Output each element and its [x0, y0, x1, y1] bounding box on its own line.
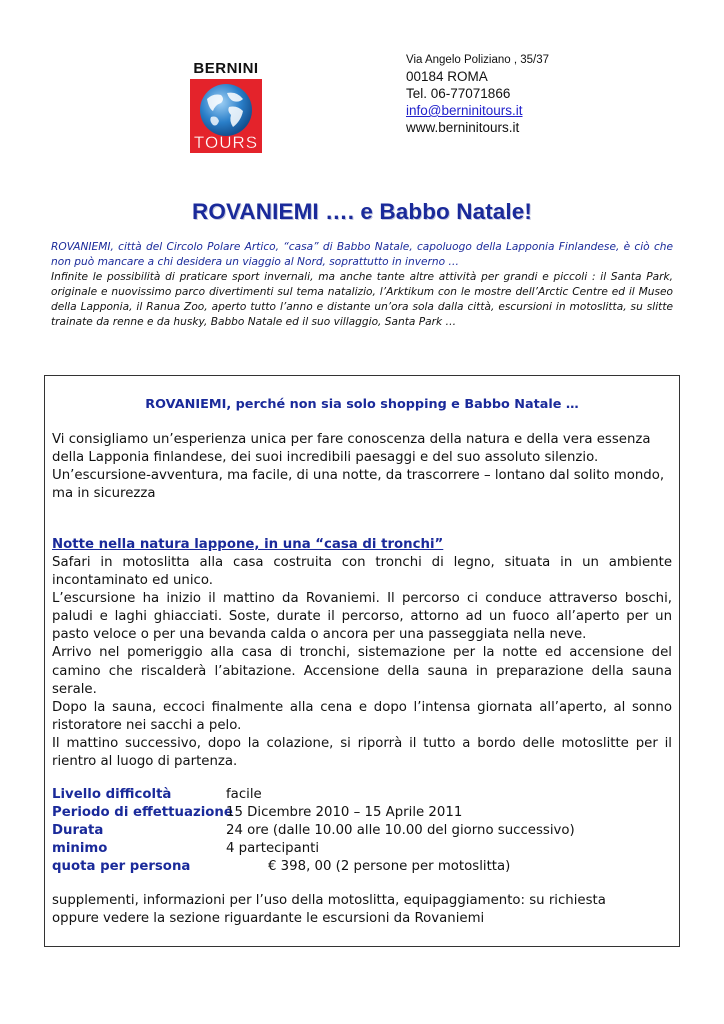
detail-value: 4 partecipanti: [226, 841, 320, 857]
contact-website: www.berninitours.it: [406, 120, 520, 135]
paragraph: Il mattino successivo, dopo la colazione, si riporrà il tutto a bordo delle motoslitte per il rientro al luogo di partenza.: [52, 735, 672, 770]
details-list: [52, 786, 672, 876]
detail-value: 24 ore (dalle 10.00 alle 10.00 del giorno successivo): [226, 823, 575, 839]
detail-value: 15 Dicembre 2010 – 15 Aprile 2011: [226, 805, 463, 821]
detail-label: Livello difficoltà: [52, 787, 172, 802]
paragraph: oppure vedere la sezione riguardante le escursioni da Rovaniemi: [52, 911, 485, 927]
intro-text: [51, 240, 673, 330]
detail-row: [52, 804, 672, 822]
section-title: Notte nella natura lappone, in una “casa di tronchi”: [52, 537, 444, 552]
contact-address: Via Angelo Poliziano , 35/37: [406, 54, 550, 66]
logo-subtitle-text: TOURS: [193, 133, 259, 152]
detail-value: facile: [226, 787, 262, 802]
paragraph: Dopo la sauna, eccoci finalmente alla cena e dopo l’intensa giornata all’aperto, al sonno ristoratore nei sacchi a pelo.: [52, 699, 672, 733]
paragraph: supplementi, informazioni per l’uso della motoslitta, equipaggiamento: su richiesta: [52, 893, 606, 908]
logo-brand-text: BERNINI: [193, 60, 259, 77]
paragraph: Arrivo nel pomeriggio alla casa di tronchi, sistemazione per la notte ed accensione del camino che riscalderà l’abitazione. Accensione della sauna in preparazione della sauna serale.: [52, 645, 672, 697]
contact-city: 00184 ROMA: [406, 69, 488, 84]
detail-label: minimo: [52, 841, 108, 857]
detail-label: Periodo di effettuazione: [52, 805, 233, 821]
paragraph: L’escursione ha inizio il mattino da Rovaniemi. Il percorso ci conduce attraverso boschi, paludi e laghi ghiacciati. Soste, durate il percorso, attorno ad un fuoco all’aperto per un pasto veloce o per una bevanda calda o ancora per una passeggiata nella neve.: [52, 591, 672, 643]
intro-highlight-paragraph: ROVANIEMI, città del Circolo Polare Artico, “casa” di Babbo Natale, capoluogo della Lapponia Finlandese, è ciò che non può mancare a chi desidera un viaggio al Nord, soprattutto in inverno …: [51, 241, 673, 268]
contact-email-link[interactable]: info@berninitours.it: [406, 103, 523, 118]
logo-red-box: [190, 79, 262, 153]
detail-value: € 398, 00 (2 persone per motoslitta): [268, 859, 511, 875]
intro-paragraph-group: [52, 431, 672, 503]
paragraph: Vi consigliamo un’esperienza unica per fare conoscenza della natura e della vera essenza della Lapponia finlandese, dei suoi incredibili paesaggi e del suo assoluto silenzio.: [52, 432, 651, 466]
detail-row: [52, 858, 672, 876]
intro-body-paragraph: Infinite le possibilità di praticare sport invernali, ma anche tante altre attività per grandi e piccoli : il Santa Park, originale e nuovissimo parco divertimenti sul tema natalizio, l’Arktikum con le mostre dell’Arctic Centre ed il Museo della Lapponia, il Ranua Zoo, aperto tutto l’anno e distante un’ora sola dalla città, escursioni in motoslitta, su slitte trainate da renne e da husky, Babbo Natale ed il suo villaggio, Santa Park …: [51, 271, 673, 328]
excursion-box: [44, 375, 680, 947]
detail-row: [52, 840, 672, 858]
detail-row: [52, 822, 672, 840]
contact-phone: Tel. 06-77071866: [406, 86, 511, 101]
detail-row: [52, 786, 672, 804]
page-title: ROVANIEMI …. e Babbo Natale!: [192, 199, 532, 224]
paragraph: Safari in motoslitta alla casa costruita con tronchi di legno, situata in un ambiente incontaminato ed unico.: [52, 555, 672, 589]
paragraph: Un’escursione-avventura, ma facile, di una notte, da trascorrere – lontano dal solito mondo, ma in sicurezza: [52, 468, 665, 502]
itinerary-paragraph-group: [52, 554, 672, 771]
box-heading: ROVANIEMI, perché non sia solo shopping e Babbo Natale …: [145, 397, 579, 412]
detail-label: Durata: [52, 823, 104, 839]
footer-note: [52, 892, 672, 928]
contact-block: [406, 52, 549, 136]
detail-label: quota per persona: [52, 859, 191, 875]
company-logo: [184, 60, 268, 154]
globe-icon: [193, 81, 259, 137]
